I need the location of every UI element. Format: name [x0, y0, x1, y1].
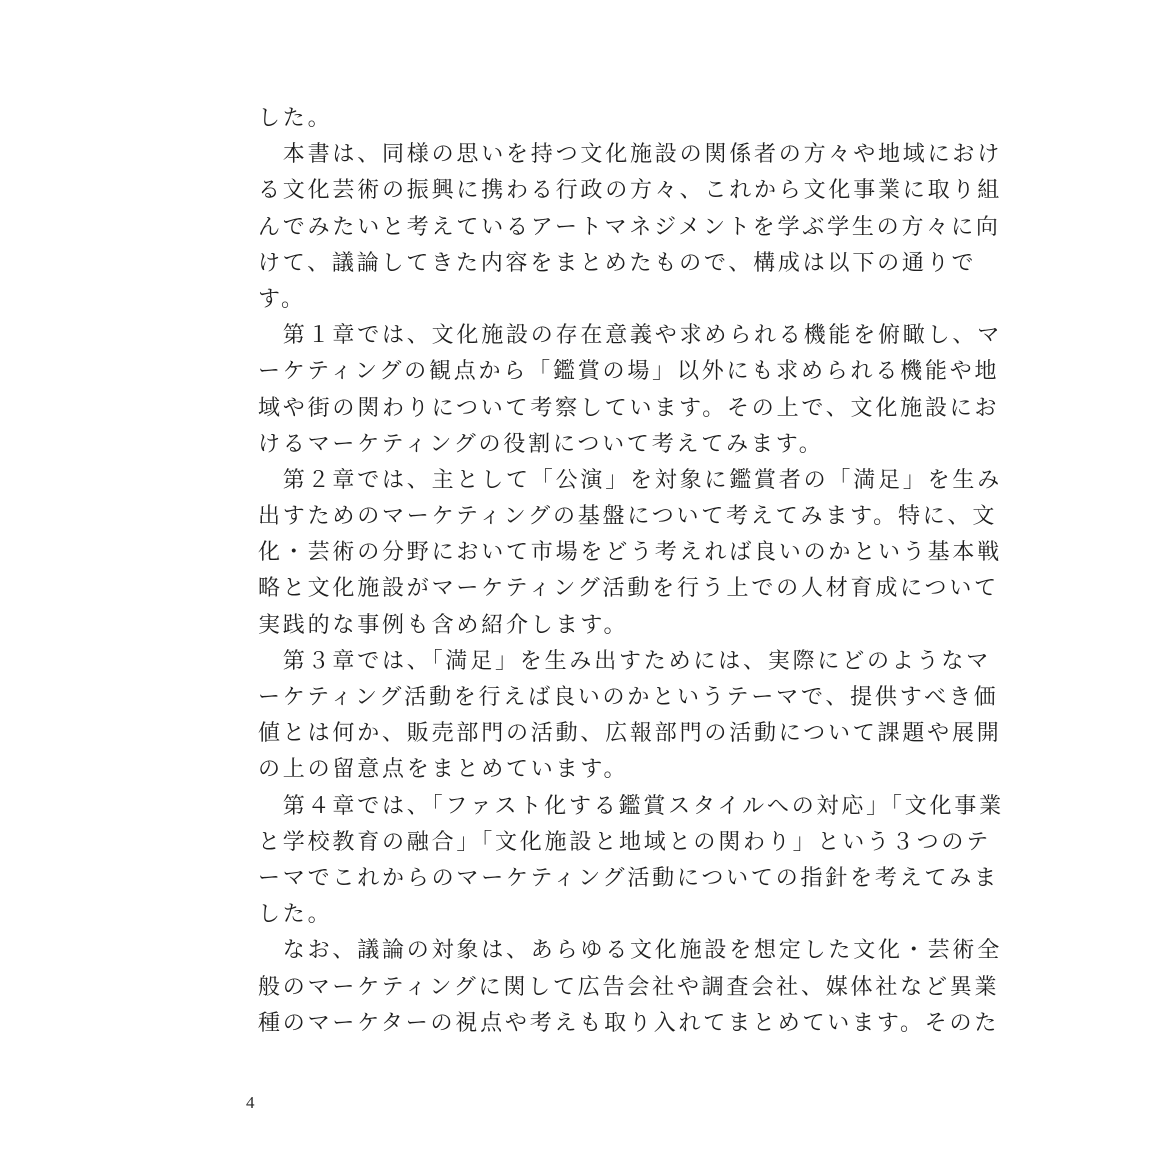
text-line: ーケティングの観点から「鑑賞の場」以外にも求められる機能や地 — [258, 359, 1000, 385]
text-line: 実践的な事例も含め紹介します。 — [258, 612, 629, 638]
text-line: 略と文化施設がマーケティング活動を行う上での人材育成について — [258, 576, 999, 602]
text-line: 第４章では、「ファスト化する鑑賞スタイルへの対応」「文化事業 — [258, 793, 1004, 819]
text-line: 値とは何か、販売部門の活動、広報部門の活動について課題や展開 — [258, 721, 1002, 747]
text-line: 般のマーケティングに関して広告会社や調査会社、媒体社など異業 — [258, 974, 1000, 1000]
text-line: けて、議論してきた内容をまとめたもので、構成は以下の通りで — [258, 250, 977, 276]
text-line: なお、議論の対象は、あらゆる文化施設を想定した文化・芸術全 — [258, 938, 1003, 964]
text-line: した。 — [258, 902, 333, 928]
text-line: 域や街の関わりについて考察しています。その上で、文化施設にお — [258, 395, 1000, 421]
text-line: けるマーケティングの役割について考えてみます。 — [258, 431, 824, 457]
text-line: す。 — [258, 286, 306, 312]
text-line: 化・芸術の分野において市場をどう考えれば良いのかという基本戦 — [258, 540, 1003, 566]
text-line: 出すためのマーケティングの基盤について考えてみます。特に、文 — [258, 504, 998, 530]
text-line: ーケティング活動を行えば良いのかというテーマで、提供すべき価 — [258, 685, 999, 710]
text-line: 第２章では、主として「公演」を対象に鑑賞者の「満足」を生み — [258, 467, 1003, 493]
text-line: 第１章では、文化施設の存在意義や求められる機能を俯瞰し、マ — [258, 323, 1003, 349]
text-line: と学校教育の融合」「文化施設と地域との関わり」という３つのテ — [258, 829, 992, 855]
text-line: 種のマーケターの視点や考えも取り入れてまとめています。そのた — [258, 1010, 1000, 1036]
page-number: 4 — [246, 1093, 255, 1112]
text-line: ーマでこれからのマーケティング活動についての指針を考えてみま — [258, 865, 999, 891]
text-line: る文化芸術の振興に携わる行政の方々、これから文化事業に取り組 — [258, 178, 1003, 204]
text-line: 本書は、同様の思いを持つ文化施設の関係者の方々や地域におけ — [258, 142, 1003, 168]
body-text — [258, 101, 1004, 1042]
text-line: 第３章では、「満足」を生み出すためには、実際にどのようなマ — [258, 648, 992, 674]
text-line: んでみたいと考えているアートマネジメントを学ぶ学生の方々に向 — [258, 214, 1001, 240]
text-line: した。 — [258, 106, 333, 131]
text-line: の上の留意点をまとめています。 — [258, 757, 629, 783]
